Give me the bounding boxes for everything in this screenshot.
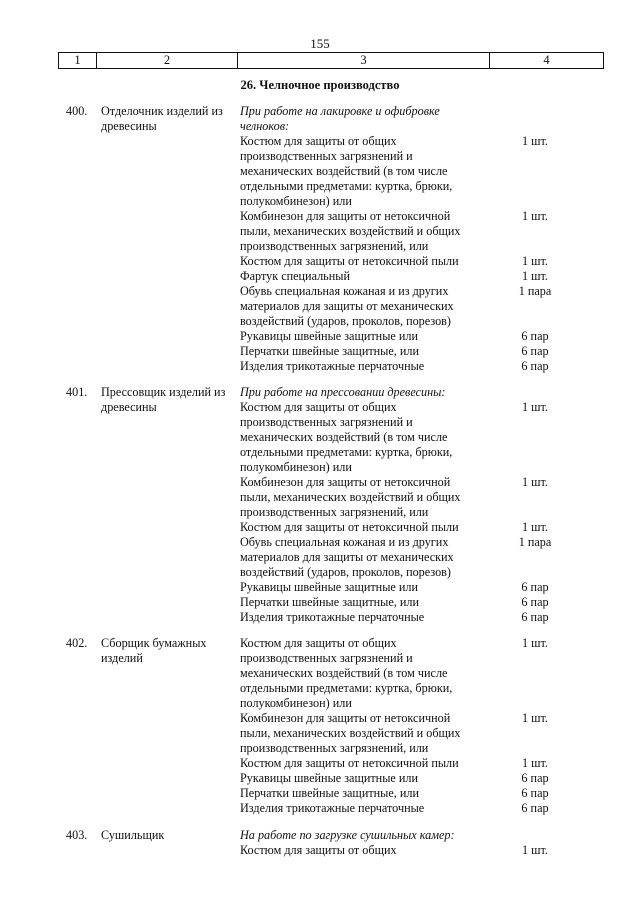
profession-name: Прессовщик изделий из древесины [101, 385, 226, 414]
ppe-item [240, 329, 580, 344]
ppe-item-name: Комбинезон для защиты от нетоксичной пыли, механических воздействий и общих производственных загрязнений, или [240, 711, 461, 755]
ppe-item-quantity: 6 пар [521, 329, 549, 343]
ppe-item-name: Перчатки швейные защитные, или [240, 786, 420, 800]
ppe-item-quantity: 6 пар [521, 771, 549, 785]
ppe-item-name: Обувь специальная кожаная и из других материалов для защиты от механических воздействий (ударов, проколов, порезов) [240, 535, 454, 579]
ppe-item-name: Рукавицы швейные защитные или [240, 329, 418, 343]
ppe-item-name: Комбинезон для защиты от нетоксичной пыли, механических воздействий и общих производственных загрязнений, или [240, 475, 461, 519]
page-number: 155 [310, 36, 330, 51]
ppe-item-quantity: 6 пар [521, 359, 549, 373]
entry-number: 400. [66, 104, 88, 118]
condition-note [240, 104, 580, 134]
header-col-3: 3 [238, 53, 490, 68]
item-list [240, 104, 580, 374]
ppe-item-name: Фартук специальный [240, 269, 350, 283]
ppe-item-quantity: 1 шт. [522, 400, 548, 414]
ppe-item [240, 344, 580, 359]
ppe-item-quantity: 1 шт. [522, 209, 548, 223]
entry-number: 401. [66, 385, 88, 399]
ppe-item-quantity: 1 пара [518, 535, 552, 549]
ppe-item-name: Костюм для защиты от общих [240, 843, 397, 857]
ppe-item-quantity: 1 шт. [522, 254, 548, 268]
ppe-item [240, 209, 580, 254]
ppe-item-name: Перчатки швейные защитные, или [240, 595, 420, 609]
ppe-item-quantity: 1 шт. [522, 843, 548, 857]
ppe-item-quantity: 1 шт. [522, 520, 548, 534]
entry-number: 403. [66, 828, 88, 842]
ppe-item-name: Изделия трикотажные перчаточные [240, 610, 425, 624]
header-col-4: 4 [543, 53, 550, 67]
ppe-item [240, 580, 580, 595]
ppe-item-quantity: 6 пар [521, 344, 549, 358]
ppe-item-name: Изделия трикотажные перчаточные [240, 801, 425, 815]
ppe-item-quantity: 1 шт. [522, 134, 548, 148]
ppe-item-name: Костюм для защиты от общих производственных загрязнений и механических воздействий (в том числе отдельными предметами: куртка, брюки, полукомбинезон) или [240, 400, 453, 474]
ppe-item-quantity: 6 пар [521, 786, 549, 800]
ppe-item-name: Комбинезон для защиты от нетоксичной пыли, механических воздействий и общих производственных загрязнений, или [240, 209, 461, 253]
ppe-item [240, 520, 580, 535]
profession-name: Сушильщик [101, 828, 165, 842]
ppe-item [240, 786, 580, 801]
ppe-item-name: Костюм для защиты от общих производственных загрязнений и механических воздействий (в том числе отдельными предметами: куртка, брюки, полукомбинезон) или [240, 636, 453, 710]
ppe-item-quantity: 6 пар [521, 610, 549, 624]
ppe-item-quantity: 1 шт. [522, 756, 548, 770]
entry-number: 402. [66, 636, 88, 650]
header-col-2: 2 [97, 53, 238, 68]
ppe-item-name: Изделия трикотажные перчаточные [240, 359, 425, 373]
item-list [240, 385, 580, 625]
ppe-item [240, 801, 580, 816]
item-list [240, 636, 580, 816]
header-col-1: 1 [59, 53, 97, 68]
section-title: 26. Челночное производство [240, 78, 400, 92]
ppe-item-name: При работе на лакировке и офибровке челноков: [240, 104, 440, 133]
ppe-item [240, 475, 580, 520]
table-header [58, 52, 604, 69]
profession-name: Сборщик бумажных изделий [101, 636, 207, 665]
ppe-item-name: Костюм для защиты от нетоксичной пыли [240, 520, 459, 534]
profession-name: Отделочник изделий из древесины [101, 104, 223, 133]
ppe-item-quantity: 1 шт. [522, 269, 548, 283]
ppe-item-quantity: 1 шт. [522, 711, 548, 725]
ppe-item-name: Костюм для защиты от нетоксичной пыли [240, 254, 459, 268]
condition-note [240, 385, 580, 400]
ppe-item-quantity: 1 шт. [522, 475, 548, 489]
ppe-item-name: Рукавицы швейные защитные или [240, 771, 418, 785]
ppe-item-name: На работе по загрузке сушильных камер: [240, 828, 455, 842]
ppe-item [240, 756, 580, 771]
ppe-item [240, 610, 580, 625]
ppe-item [240, 535, 580, 580]
ppe-item-quantity: 1 пара [518, 284, 552, 298]
ppe-item-name: Рукавицы швейные защитные или [240, 580, 418, 594]
ppe-item [240, 359, 580, 374]
ppe-item-name: Костюм для защиты от нетоксичной пыли [240, 756, 459, 770]
ppe-item [240, 711, 580, 756]
ppe-item [240, 636, 580, 711]
ppe-item-quantity: 1 шт. [522, 636, 548, 650]
ppe-item-name: При работе на прессовании древесины: [240, 385, 446, 399]
ppe-item [240, 595, 580, 610]
ppe-item [240, 134, 580, 209]
ppe-item-quantity: 6 пар [521, 580, 549, 594]
ppe-item [240, 400, 580, 475]
ppe-item-quantity: 6 пар [521, 801, 549, 815]
ppe-item [240, 843, 580, 858]
ppe-item [240, 284, 580, 329]
ppe-item [240, 269, 580, 284]
ppe-item-quantity: 6 пар [521, 595, 549, 609]
condition-note [240, 828, 580, 843]
ppe-item [240, 771, 580, 786]
item-list [240, 828, 580, 858]
ppe-item-name: Обувь специальная кожаная и из других материалов для защиты от механических воздействий (ударов, проколов, порезов) [240, 284, 454, 328]
ppe-item [240, 254, 580, 269]
ppe-item-name: Костюм для защиты от общих производственных загрязнений и механических воздействий (в том числе отдельными предметами: куртка, брюки, полукомбинезон) или [240, 134, 453, 208]
ppe-item-name: Перчатки швейные защитные, или [240, 344, 420, 358]
